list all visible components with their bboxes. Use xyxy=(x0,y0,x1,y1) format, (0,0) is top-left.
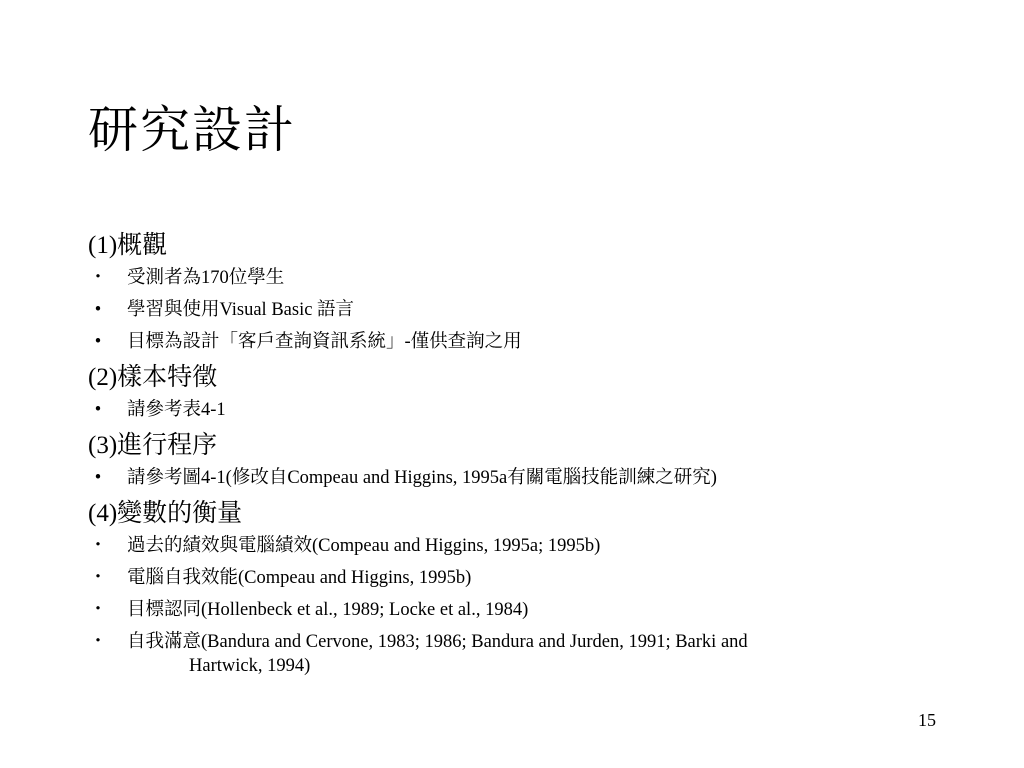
bullet-icon: ・ xyxy=(88,600,108,620)
section-heading: (4)變數的衡量 xyxy=(88,500,243,527)
list-item-text: 電腦自我效能(Compeau and Higgins, 1995b) xyxy=(127,568,472,588)
list-item xyxy=(88,330,948,354)
bullet-icon: • xyxy=(94,332,102,352)
list-item-text: 學習與使用Visual Basic 語言 xyxy=(127,300,355,320)
list-item-text-line: 自我滿意(Bandura and Cervone, 1983; 1986; Bandura and Jurden, 1991; Barki and xyxy=(127,632,748,652)
list-item xyxy=(88,398,948,422)
bullet-icon: ・ xyxy=(88,632,108,652)
bullet-icon: ・ xyxy=(88,268,108,288)
list-item-text: 請參考表4-1 xyxy=(127,400,226,420)
list-item xyxy=(88,630,948,678)
bullet-icon: • xyxy=(94,400,102,420)
list-item xyxy=(88,598,948,622)
section-heading: (2)樣本特徵 xyxy=(88,364,218,391)
list-item xyxy=(88,266,948,290)
slide-content xyxy=(88,226,948,686)
list-item xyxy=(88,466,948,490)
section-heading: (1)概觀 xyxy=(88,232,168,259)
list-item-text xyxy=(127,630,748,678)
list-item-text-continuation: Hartwick, 1994) xyxy=(189,656,311,676)
list-item-text: 目標認同(Hollenbeck et al., 1989; Locke et al., 1984) xyxy=(127,600,529,620)
list-item-text: 受測者為170位學生 xyxy=(127,268,285,288)
list-item-text: 目標為設計「客戶查詢資訊系統」-僅供查詢之用 xyxy=(127,332,522,352)
list-item xyxy=(88,534,948,558)
bullet-icon: • xyxy=(94,300,102,320)
slide-title: 研究設計 xyxy=(88,102,296,158)
bullet-icon: ・ xyxy=(88,536,108,556)
bullet-icon: • xyxy=(94,468,102,488)
section-heading: (3)進行程序 xyxy=(88,432,218,459)
list-item-text: 過去的績效與電腦績效(Compeau and Higgins, 1995a; 1995b) xyxy=(127,536,601,556)
list-item xyxy=(88,566,948,590)
list-item xyxy=(88,298,948,322)
page-number: 15 xyxy=(918,710,936,730)
list-item-text: 請參考圖4-1(修改自Compeau and Higgins, 1995a有關電腦技能訓練之研究) xyxy=(127,468,717,488)
bullet-icon: ・ xyxy=(88,568,108,588)
